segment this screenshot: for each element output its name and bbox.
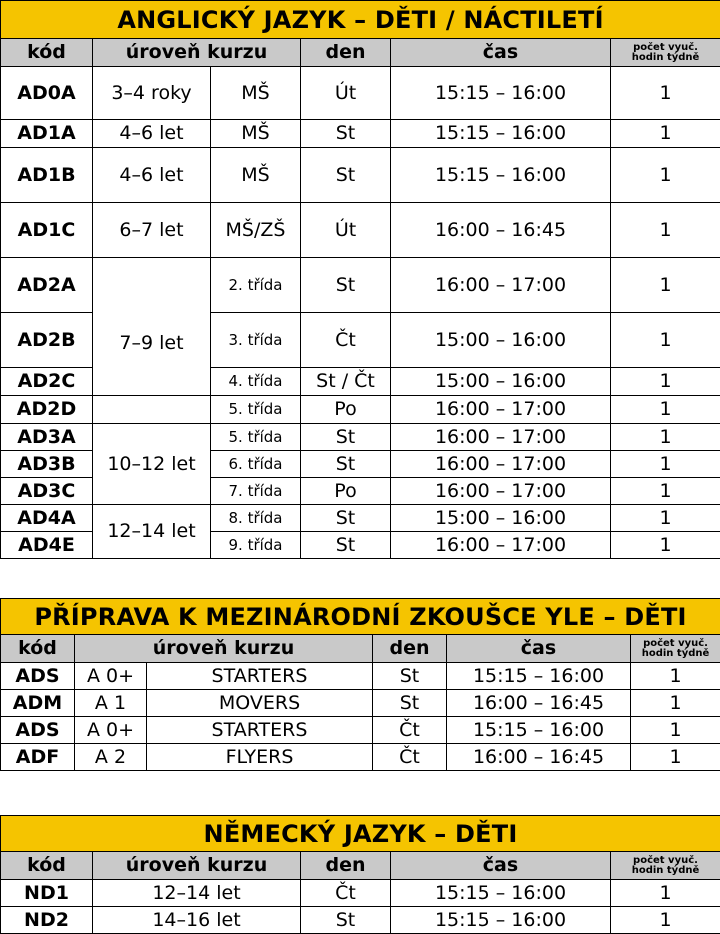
course-group: 9. třída bbox=[211, 532, 301, 559]
course-group: MŠ bbox=[211, 148, 301, 203]
course-hours: 1 bbox=[611, 313, 720, 368]
course-time: 15:15 – 16:00 bbox=[447, 717, 631, 744]
col-header-hours-line2: hodin týdně bbox=[631, 51, 700, 63]
course-time: 15:15 – 16:00 bbox=[391, 120, 611, 148]
course-time: 15:00 – 16:00 bbox=[391, 505, 611, 532]
col-header-hours bbox=[611, 852, 720, 880]
table-row bbox=[1, 717, 720, 744]
course-time: 15:00 – 16:00 bbox=[391, 313, 611, 368]
course-code: AD4E bbox=[1, 532, 93, 559]
course-level: 14–16 let bbox=[93, 907, 301, 934]
course-code: AD1B bbox=[1, 148, 93, 203]
course-time: 15:15 – 16:00 bbox=[391, 907, 611, 934]
course-level: A 1 bbox=[75, 690, 147, 717]
table-row bbox=[1, 67, 720, 120]
course-hours: 1 bbox=[631, 690, 720, 717]
col-header-level: úroveň kurzu bbox=[75, 635, 373, 663]
col-header-hours-line2: hodin týdně bbox=[631, 864, 700, 876]
course-time: 16:00 – 17:00 bbox=[391, 478, 611, 505]
course-day: St bbox=[373, 690, 447, 717]
col-header-hours-line2: hodin týdně bbox=[641, 647, 710, 659]
course-day: Čt bbox=[301, 880, 391, 907]
course-hours: 1 bbox=[611, 67, 720, 120]
course-level: 12–14 let bbox=[93, 880, 301, 907]
course-hours: 1 bbox=[611, 258, 720, 313]
course-day: St bbox=[301, 907, 391, 934]
course-name: STARTERS bbox=[147, 717, 373, 744]
course-level: A 0+ bbox=[75, 717, 147, 744]
course-code: AD2B bbox=[1, 313, 93, 368]
yle-title: PŘÍPRAVA K MEZINÁRODNÍ ZKOUŠCE YLE – DĚTI bbox=[1, 599, 720, 635]
course-hours: 1 bbox=[611, 451, 720, 478]
yle-course-table bbox=[0, 598, 720, 771]
course-group: 6. třída bbox=[211, 451, 301, 478]
course-time: 16:00 – 17:00 bbox=[391, 424, 611, 451]
table-row bbox=[1, 505, 720, 532]
course-group: 3. třída bbox=[211, 313, 301, 368]
course-code: ADS bbox=[1, 663, 75, 690]
course-code: AD0A bbox=[1, 67, 93, 120]
course-group: 4. třída bbox=[211, 368, 301, 396]
table-row bbox=[1, 690, 720, 717]
german-course-table bbox=[0, 815, 720, 934]
course-age: 10–12 let bbox=[93, 424, 211, 505]
course-age-empty bbox=[93, 396, 211, 424]
course-code: AD3C bbox=[1, 478, 93, 505]
course-hours: 1 bbox=[611, 120, 720, 148]
course-code: ND1 bbox=[1, 880, 93, 907]
course-code: ADS bbox=[1, 717, 75, 744]
course-time: 16:00 – 16:45 bbox=[391, 203, 611, 258]
table-row bbox=[1, 744, 720, 771]
course-hours: 1 bbox=[611, 424, 720, 451]
course-day: St bbox=[301, 505, 391, 532]
course-time: 16:00 – 17:00 bbox=[391, 532, 611, 559]
course-hours: 1 bbox=[611, 880, 720, 907]
course-day: Út bbox=[301, 67, 391, 120]
course-age: 4–6 let bbox=[93, 120, 211, 148]
course-hours: 1 bbox=[611, 907, 720, 934]
course-time: 15:15 – 16:00 bbox=[391, 67, 611, 120]
course-day: St bbox=[301, 258, 391, 313]
course-code: ND2 bbox=[1, 907, 93, 934]
col-header-code: kód bbox=[1, 39, 93, 67]
course-code: AD1C bbox=[1, 203, 93, 258]
course-hours: 1 bbox=[611, 148, 720, 203]
table-row bbox=[1, 120, 720, 148]
course-day: Čt bbox=[301, 313, 391, 368]
course-hours: 1 bbox=[631, 717, 720, 744]
course-day: Čt bbox=[373, 744, 447, 771]
course-day: St bbox=[301, 451, 391, 478]
course-group: MŠ/ZŠ bbox=[211, 203, 301, 258]
course-day: St bbox=[373, 663, 447, 690]
yle-section bbox=[0, 598, 720, 771]
course-group: 8. třída bbox=[211, 505, 301, 532]
course-time: 15:15 – 16:00 bbox=[391, 880, 611, 907]
course-level: A 2 bbox=[75, 744, 147, 771]
col-header-code: kód bbox=[1, 635, 75, 663]
course-code: AD3B bbox=[1, 451, 93, 478]
course-age: 6–7 let bbox=[93, 203, 211, 258]
course-group: 2. třída bbox=[211, 258, 301, 313]
course-code: AD2D bbox=[1, 396, 93, 424]
course-time: 16:00 – 16:45 bbox=[447, 690, 631, 717]
course-day: Út bbox=[301, 203, 391, 258]
course-group: 5. třída bbox=[211, 396, 301, 424]
course-time: 16:00 – 17:00 bbox=[391, 451, 611, 478]
course-time: 15:15 – 16:00 bbox=[447, 663, 631, 690]
course-day: St bbox=[301, 148, 391, 203]
course-code: AD4A bbox=[1, 505, 93, 532]
course-day: St / Čt bbox=[301, 368, 391, 396]
course-group: MŠ bbox=[211, 120, 301, 148]
col-header-day: den bbox=[301, 852, 391, 880]
course-code: AD2C bbox=[1, 368, 93, 396]
table-row bbox=[1, 396, 720, 424]
course-code: ADM bbox=[1, 690, 75, 717]
table-row bbox=[1, 148, 720, 203]
course-group: MŠ bbox=[211, 67, 301, 120]
course-day: Čt bbox=[373, 717, 447, 744]
course-time: 15:00 – 16:00 bbox=[391, 368, 611, 396]
col-header-hours-line1: počet vyuč. bbox=[633, 854, 698, 866]
course-day: St bbox=[301, 532, 391, 559]
course-time: 16:00 – 17:00 bbox=[391, 258, 611, 313]
course-name: MOVERS bbox=[147, 690, 373, 717]
col-header-hours bbox=[611, 39, 720, 67]
table-row bbox=[1, 880, 720, 907]
table-row bbox=[1, 907, 720, 934]
col-header-time: čas bbox=[447, 635, 631, 663]
course-age: 4–6 let bbox=[93, 148, 211, 203]
course-code: ADF bbox=[1, 744, 75, 771]
course-day: Po bbox=[301, 478, 391, 505]
col-header-day: den bbox=[373, 635, 447, 663]
col-header-code: kód bbox=[1, 852, 93, 880]
course-group: 5. třída bbox=[211, 424, 301, 451]
col-header-level: úroveň kurzu bbox=[93, 852, 301, 880]
course-code: AD1A bbox=[1, 120, 93, 148]
course-day: Po bbox=[301, 396, 391, 424]
course-hours: 1 bbox=[611, 203, 720, 258]
course-hours: 1 bbox=[611, 396, 720, 424]
course-time: 15:15 – 16:00 bbox=[391, 148, 611, 203]
course-code: AD2A bbox=[1, 258, 93, 313]
table-row bbox=[1, 203, 720, 258]
course-name: FLYERS bbox=[147, 744, 373, 771]
col-header-day: den bbox=[301, 39, 391, 67]
course-level: A 0+ bbox=[75, 663, 147, 690]
course-code: AD3A bbox=[1, 424, 93, 451]
course-time: 16:00 – 16:45 bbox=[447, 744, 631, 771]
course-hours: 1 bbox=[611, 505, 720, 532]
col-header-hours-line1: počet vyuč. bbox=[643, 637, 708, 649]
col-header-time: čas bbox=[391, 39, 611, 67]
table-row bbox=[1, 258, 720, 313]
col-header-hours bbox=[631, 635, 720, 663]
course-age: 7–9 let bbox=[93, 258, 211, 396]
table-row bbox=[1, 424, 720, 451]
course-day: St bbox=[301, 120, 391, 148]
course-age: 12–14 let bbox=[93, 505, 211, 559]
course-hours: 1 bbox=[611, 368, 720, 396]
table-row bbox=[1, 663, 720, 690]
course-age: 3–4 roky bbox=[93, 67, 211, 120]
course-name: STARTERS bbox=[147, 663, 373, 690]
german-title: NĚMECKÝ JAZYK – DĚTI bbox=[1, 816, 720, 852]
col-header-time: čas bbox=[391, 852, 611, 880]
course-hours: 1 bbox=[611, 532, 720, 559]
course-group: 7. třída bbox=[211, 478, 301, 505]
course-time: 16:00 – 17:00 bbox=[391, 396, 611, 424]
course-day: St bbox=[301, 424, 391, 451]
col-header-level: úroveň kurzu bbox=[93, 39, 301, 67]
course-hours: 1 bbox=[631, 744, 720, 771]
col-header-hours-line1: počet vyuč. bbox=[633, 41, 698, 53]
course-hours: 1 bbox=[611, 478, 720, 505]
course-hours: 1 bbox=[631, 663, 720, 690]
german-section bbox=[0, 815, 720, 934]
english-title: ANGLICKÝ JAZYK – DĚTI / NÁCTILETÍ bbox=[1, 1, 720, 39]
